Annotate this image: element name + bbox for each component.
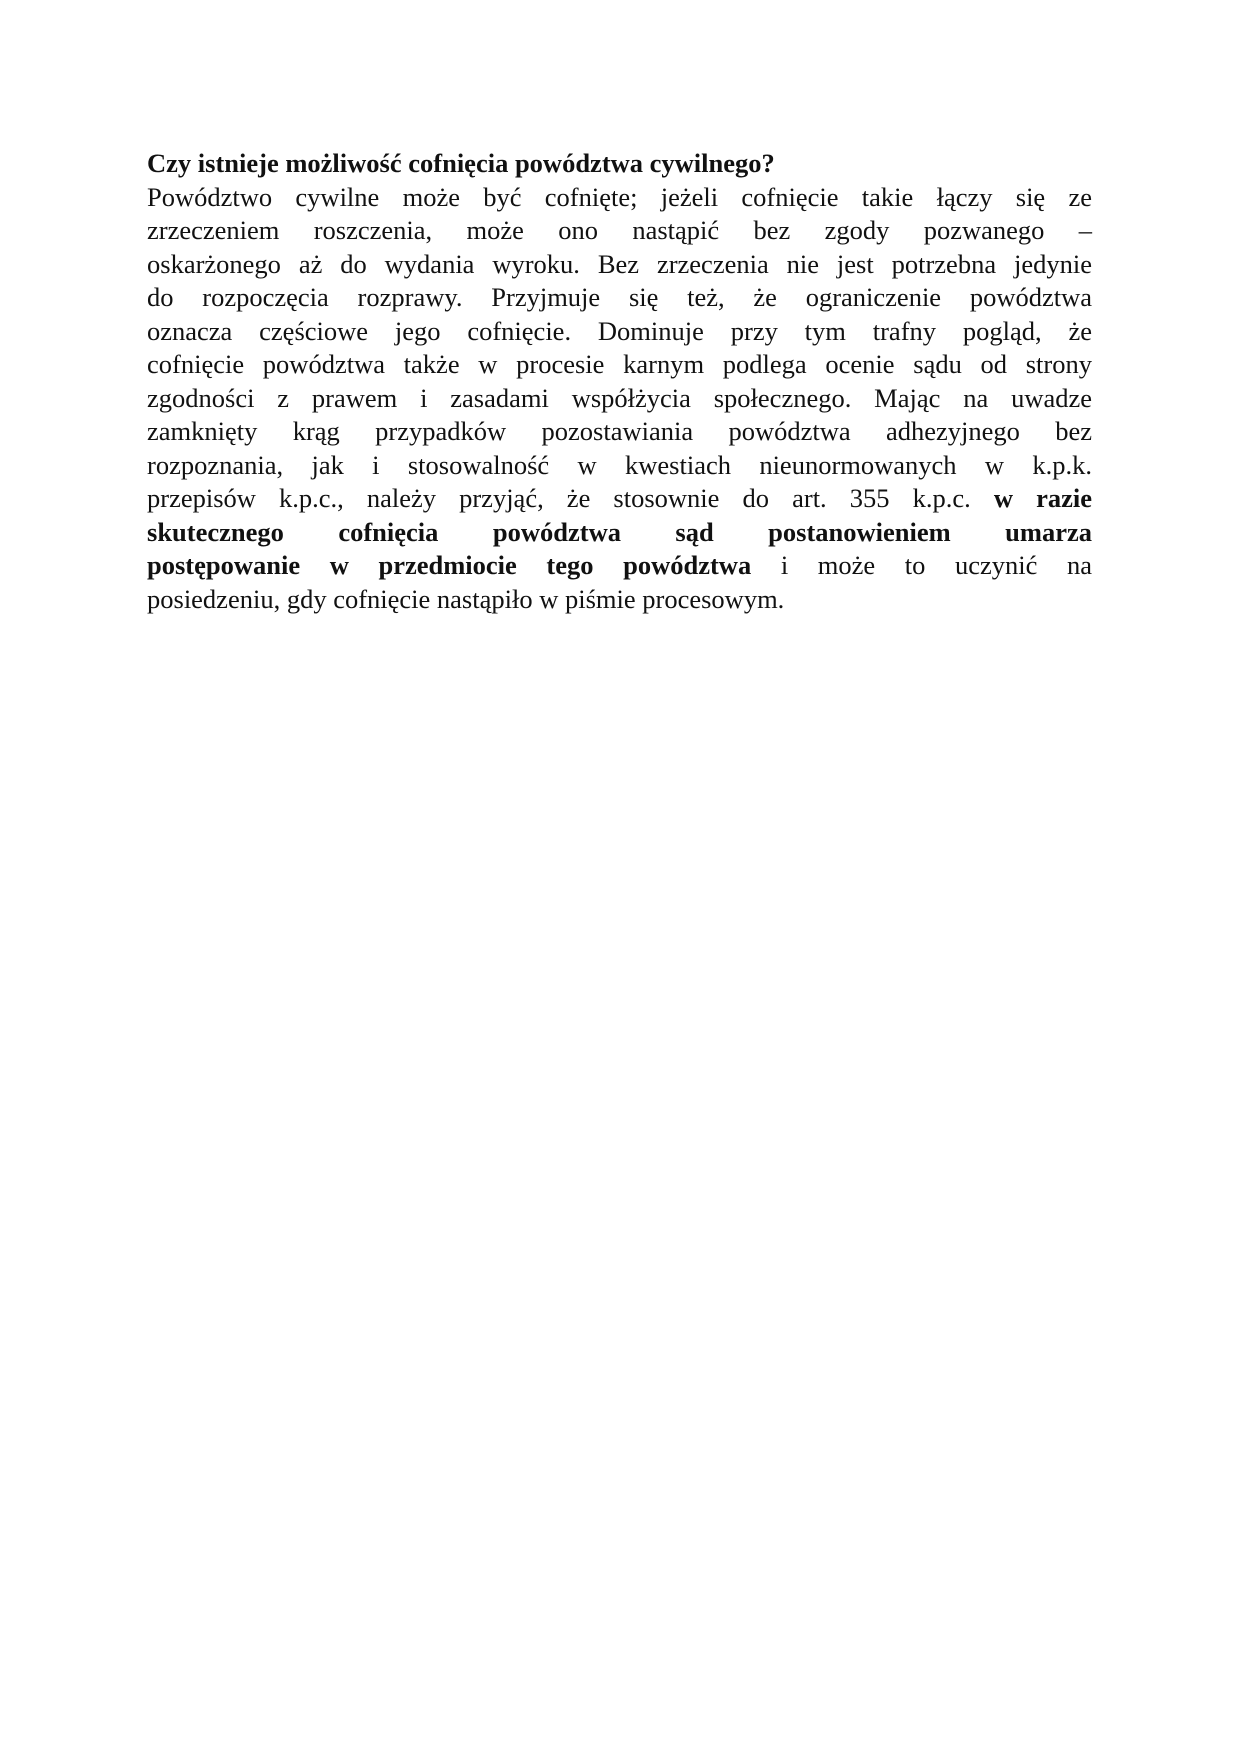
bold-emphasis: w razie	[993, 483, 1093, 513]
document-page	[147, 147, 1092, 616]
line-text: przepisów k.p.c., należy przyjąć, że stosownie do art. 355 k.p.c.	[147, 483, 971, 513]
paragraph-line: rozpoznania, jak i stosowalność w kwestiach nieunormowanych w k.p.k.	[147, 449, 1092, 480]
paragraph-line: Powództwo cywilne może być cofnięte; jeżeli cofnięcie takie łączy się ze	[147, 181, 1092, 212]
paragraph-line: oznacza częściowe jego cofnięcie. Dominuje przy tym trafny pogląd, że	[147, 315, 1092, 346]
paragraph-line	[147, 482, 1092, 516]
paragraph-line: cofnięcie powództwa także w procesie karnym podlega ocenie sądu od strony	[147, 349, 1092, 379]
paragraph-line: zamknięty krąg przypadków pozostawiania powództwa adhezyjnego bez	[147, 416, 1092, 446]
line-text: i może to uczynić na	[780, 550, 1093, 580]
paragraph-line	[147, 549, 1092, 583]
paragraph-line-last: posiedzeniu, gdy cofnięcie nastąpiło w piśmie procesowym.	[147, 583, 785, 614]
paragraph-line: zrzeczeniem roszczenia, może ono nastąpić bez zgody pozwanego –	[147, 215, 1092, 245]
paragraph-line: do rozpoczęcia rozprawy. Przyjmuje się też, że ograniczenie powództwa	[147, 282, 1092, 312]
body-paragraph	[147, 181, 1092, 617]
document-title: Czy istnieje możliwość cofnięcia powództwa cywilnego?	[147, 148, 775, 178]
paragraph-line-bold: skutecznego cofnięcia powództwa sąd postanowieniem umarza	[147, 516, 1092, 547]
bold-emphasis: postępowanie w przedmiocie tego powództwa	[147, 550, 752, 580]
paragraph-line: oskarżonego aż do wydania wyroku. Bez zrzeczenia nie jest potrzebna jedynie	[147, 248, 1092, 279]
paragraph-line: zgodności z prawem i zasadami współżycia społecznego. Mając na uwadze	[147, 382, 1092, 413]
